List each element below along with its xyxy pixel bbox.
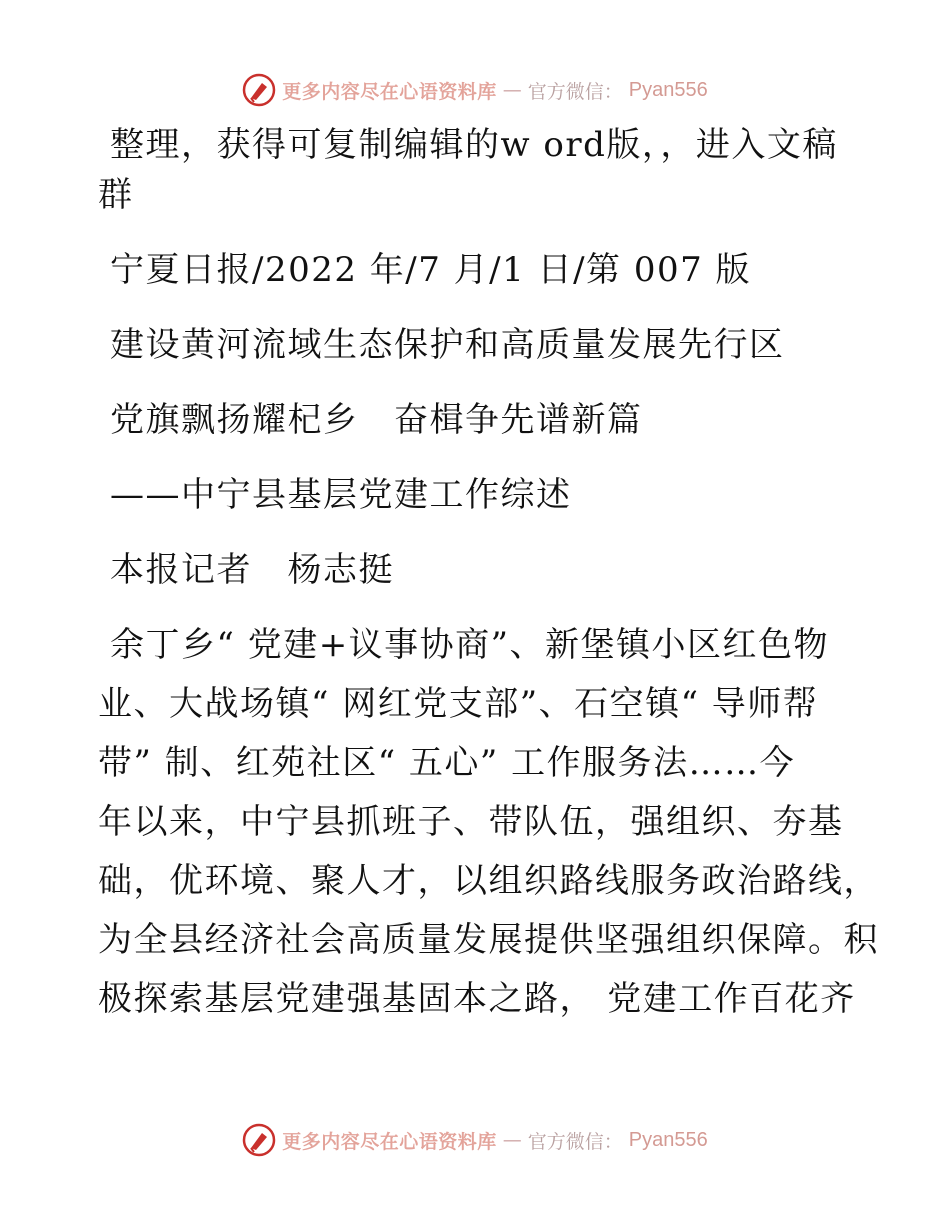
headline: 党旗飘扬耀杞乡 奋楫争先谱新篇	[110, 400, 643, 440]
body-line-6: 为全县经济社会高质量发展提供坚强组织保障。积	[98, 920, 879, 960]
column-title: 建设黄河流域生态保护和高质量发展先行区	[110, 325, 785, 365]
body-line-3: 带” 制、红苑社区“ 五心” 工作服务法……今	[98, 743, 796, 783]
watermark-official-label: 官方微信：	[527, 80, 623, 103]
footer-watermark	[0, 1120, 950, 1160]
watermark-official-label: 官方微信：	[527, 1130, 623, 1153]
body-line-4: 年以来，中宁县抓班子、带队伍，强组织、夯基	[98, 802, 844, 842]
subtitle: ——中宁县基层党建工作综述	[110, 475, 572, 515]
watermark-separator: —	[502, 79, 522, 101]
watermark-brand-text: 更多内容尽在心语资料库	[282, 80, 497, 103]
source-line: 宁夏日报/2022 年/7 月/1 日/第 007 版	[110, 250, 752, 290]
watermark-wechat-id: Pyan556	[628, 1128, 708, 1151]
body-line-7: 极探索基层党建强基固本之路， 党建工作百花齐	[98, 979, 856, 1019]
quill-pen-logo-icon	[242, 73, 276, 107]
body-line-5: 础，优环境、聚人才，以组织路线服务政治路线，	[98, 861, 879, 901]
header-watermark	[0, 70, 950, 110]
intro-line-2: 群	[98, 175, 134, 215]
body-line-2: 业、大战场镇“ 网红党支部”、石空镇“ 导师帮	[98, 684, 819, 724]
watermark-separator: —	[502, 1129, 522, 1151]
watermark-wechat-id: Pyan556	[628, 78, 708, 101]
watermark-brand-text: 更多内容尽在心语资料库	[282, 1130, 497, 1153]
quill-pen-logo-icon	[242, 1123, 276, 1157]
byline: 本报记者 杨志挺	[110, 550, 394, 590]
intro-line-1: 整理，获得可复制编辑的w ord版，，进入文稿	[110, 125, 838, 165]
document-body	[98, 120, 879, 1024]
body-line-1: 余丁乡“ 党建+议事协商”、新堡镇小区红色物	[110, 625, 830, 665]
